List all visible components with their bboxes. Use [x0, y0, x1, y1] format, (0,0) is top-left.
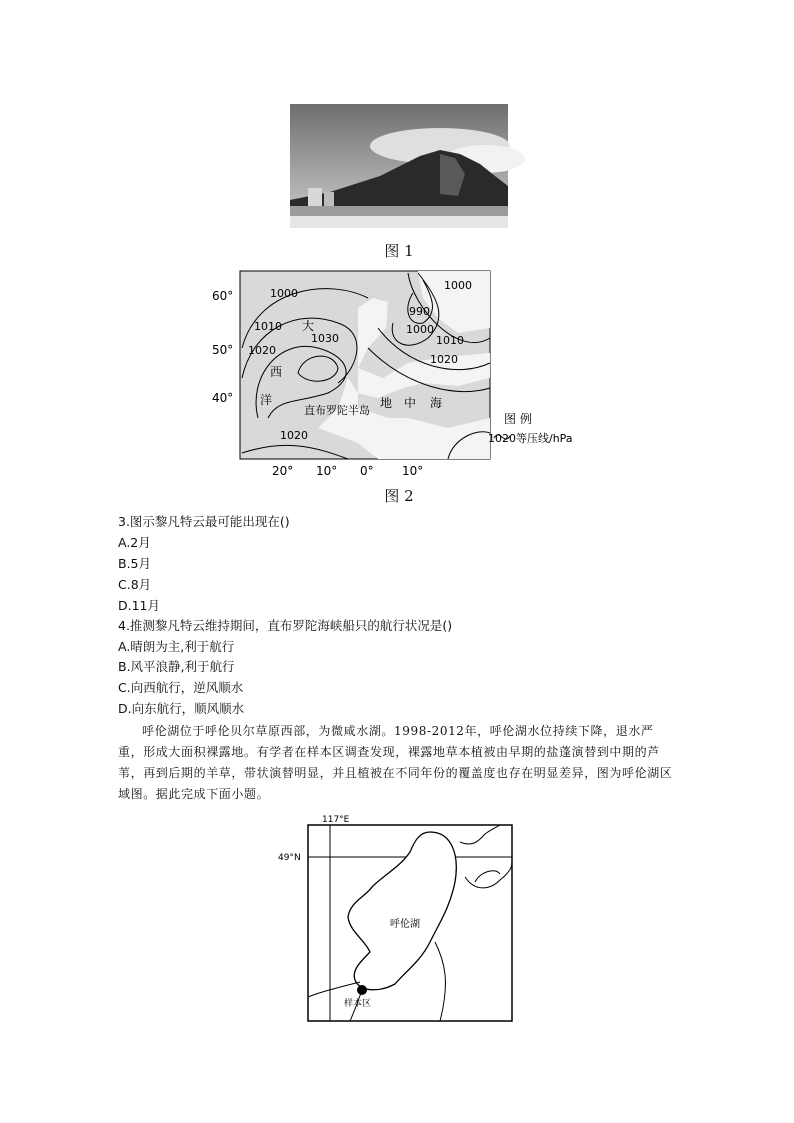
question-4-option-a: A.晴朗为主,利于航行: [118, 639, 235, 654]
isobar-label: 1020: [280, 429, 308, 442]
lake-label: 呼伦湖: [390, 919, 420, 930]
lon-label-117e: 117°E: [322, 815, 350, 825]
gibraltar-label: 直布罗陀半岛: [304, 404, 370, 417]
ocean-label-xi: 西: [270, 365, 283, 379]
question-3-option-d: D.11月: [118, 598, 161, 613]
isobar-label: 990: [409, 305, 430, 318]
ocean-label-da: 大: [302, 319, 315, 333]
question-3-option-b: B.5月: [118, 556, 152, 571]
lat-label-50: 50°: [212, 343, 234, 357]
figure2-caption: 图 2: [384, 487, 414, 505]
isobar-label: 1020: [248, 344, 276, 357]
figure2-map: [208, 268, 598, 503]
sea-label-di: 地: [380, 396, 393, 410]
lon-label-20w: 20°: [272, 464, 294, 478]
lon-label-10w: 10°: [316, 464, 338, 478]
question-4-option-d: D.向东航行，顺风顺水: [118, 701, 245, 716]
ocean-label-yang: 洋: [260, 393, 273, 407]
sea-label-hai: 海: [430, 396, 443, 410]
sample-area-marker: [357, 985, 367, 995]
question-3-stem: 3.图示黎凡特云最可能出现在(): [118, 514, 290, 529]
figure3-map: [278, 812, 520, 1027]
isobar-label: 1010: [254, 320, 282, 333]
lat-label-49n: 49°N: [278, 853, 301, 863]
legend-text: 1020等压线/hPa: [488, 432, 573, 445]
isobar-label: 1030: [311, 332, 339, 345]
sample-area-label: 样本区: [344, 999, 372, 1009]
question-4-stem: 4.推测黎凡特云维持期间，直布罗陀海峡船只的航行状况是(): [118, 618, 453, 633]
isobar-label: 1010: [436, 334, 464, 347]
isobar-label: 1020: [430, 353, 458, 366]
question-4-option-c: C.向西航行，逆风顺水: [118, 680, 244, 695]
question-4-option-b: B.风平浪静,利于航行: [118, 659, 235, 674]
figure1-photo: [290, 104, 508, 228]
lon-label-10e: 10°: [402, 464, 424, 478]
isobar-label: 1000: [270, 287, 298, 300]
sea-label-zhong: 中: [404, 396, 417, 410]
question-3-option-a: A.2月: [118, 535, 151, 550]
figure1-caption: 图 1: [384, 242, 414, 260]
question-3-option-c: C.8月: [118, 577, 152, 592]
passage: 呼伦湖位于呼伦贝尔草原西部，为微咸水湖。1998-2012年，呼伦湖水位持续下降，退水严重，形成大面积裸露地。有学者在样本区调查发现，裸露地草本植被由早期的盐蓬演替到中期的芦苇，再到后期的羊草，带状演替明显，并且植被在不同年份的覆盖度也存在明显差异，图为呼伦湖区域图。据此完成下面小题。: [118, 724, 673, 801]
lon-label-0: 0°: [360, 464, 374, 478]
lat-label-60: 60°: [212, 289, 234, 303]
isobar-label: 1000: [406, 323, 434, 336]
lat-label-40: 40°: [212, 391, 234, 405]
isobar-label: 1000: [444, 279, 472, 292]
legend-title: 图 例: [504, 412, 532, 426]
